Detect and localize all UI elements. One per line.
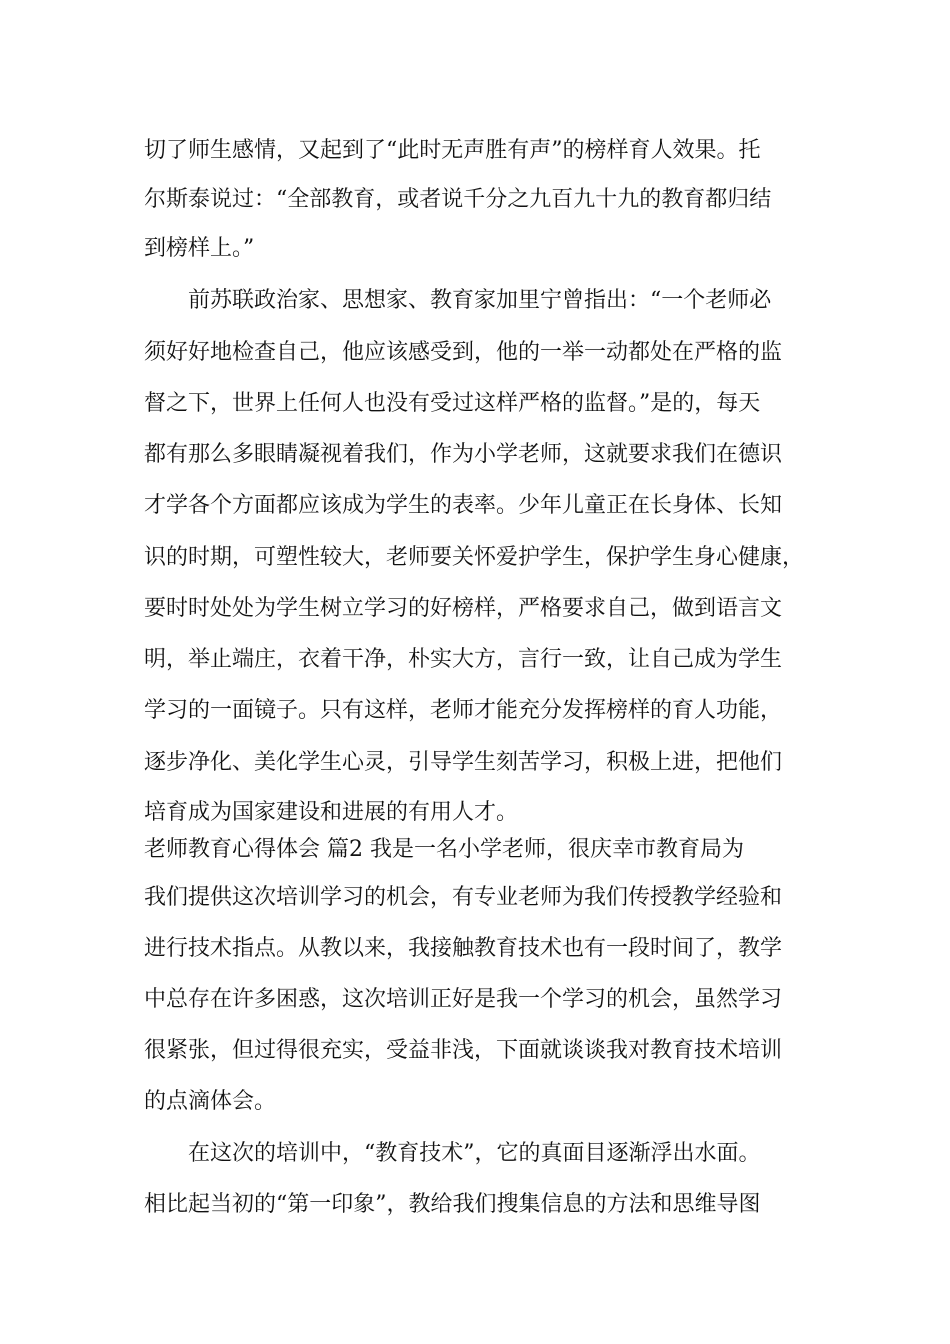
text-line: 相比起当初的“第一印象”，教给我们搜集信息的方法和思维导图: [144, 1192, 761, 1217]
text-line: 识的时期，可塑性较大，老师要关怀爱护学生，保护学生身心健康，: [144, 545, 805, 570]
paragraph-first-line: 在这次的培训中，“教育技术”，它的真面目逐渐浮出水面。: [188, 1141, 761, 1166]
text-line: 中总存在许多困惑，这次培训正好是我一个学习的机会，虽然学习: [144, 987, 783, 1012]
text-line: 逐步净化、美化学生心灵，引导学生刻苦学习，积极上进，把他们: [144, 750, 783, 775]
text-line: 学习的一面镜子。只有这样，老师才能充分发挥榜样的育人功能，: [144, 698, 783, 723]
text-line: 切了师生感情，又起到了“此时无声胜有声”的榜样育人效果。托: [144, 138, 761, 163]
text-line: 尔斯泰说过：“全部教育，或者说千分之九百九十九的教育都归结: [144, 187, 772, 212]
text-line: 培育成为国家建设和进展的有用人才。: [144, 800, 519, 825]
text-line: 到榜样上。”: [144, 236, 255, 261]
text-line: 的点滴体会。: [144, 1089, 277, 1114]
section-heading-line: 老师教育心得体会 篇2 我是一名小学老师，很庆幸市教育局为: [144, 837, 744, 862]
text-line: 进行技术指点。从教以来，我接触教育技术也有一段时间了，教学: [144, 936, 783, 961]
text-line: 很紧张，但过得很充实，受益非浅，下面就谈谈我对教育技术培训: [144, 1038, 783, 1063]
text-line: 明，举止端庄，衣着干净，朴实大方，言行一致，让自己成为学生: [144, 647, 783, 672]
text-line: 都有那么多眼睛凝视着我们，作为小学老师，这就要求我们在德识: [144, 442, 783, 467]
text-line: 我们提供这次培训学习的机会，有专业老师为我们传授教学经验和: [144, 885, 783, 910]
text-line: 才学各个方面都应该成为学生的表率。少年儿童正在长身体、长知: [144, 493, 783, 518]
text-line: 要时时处处为学生树立学习的好榜样，严格要求自己，做到语言文: [144, 596, 783, 621]
text-line: 须好好地检查自己，他应该感受到，他的一举一动都处在严格的监: [144, 340, 783, 365]
text-line: 督之下，世界上任何人也没有受过这样严格的监督。”是的，每天: [144, 391, 761, 416]
paragraph-first-line: 前苏联政治家、思想家、教育家加里宁曾指出：“一个老师必: [188, 288, 772, 313]
